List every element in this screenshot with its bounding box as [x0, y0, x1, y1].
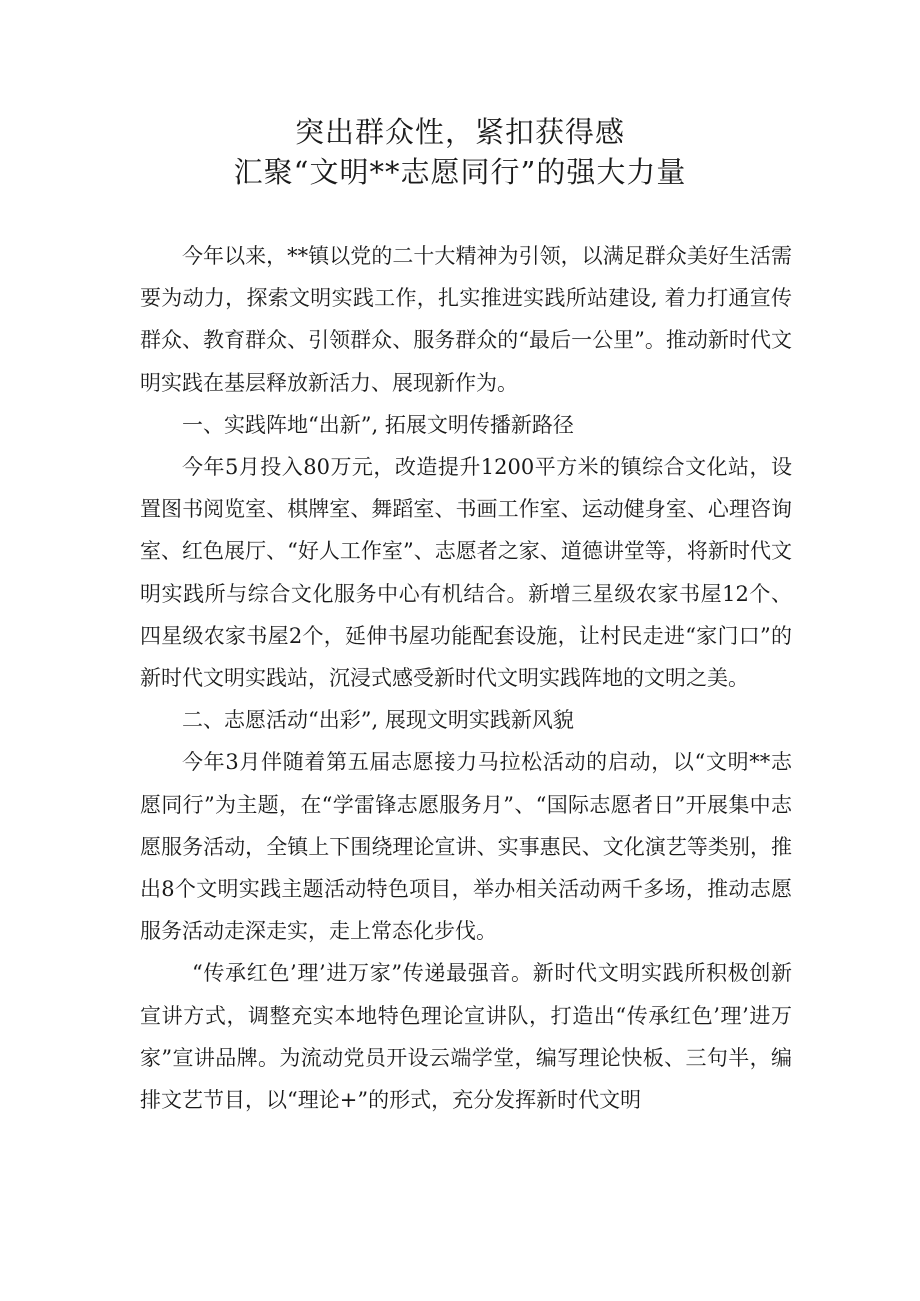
- section-2-subparagraph: “传承红色’理’进万家”传递最强音。新时代文明实践所积极创新宣讲方式，调整充实本地特色理论宣讲队，打造出“传承红色’理’进万家”宣讲品牌。为流动党员开设云端学堂，编写理论快板、三句半，编排文艺节目，以“理论+”的形式，充分发挥新时代文明: [140, 961, 792, 1113]
- intro-paragraph: 今年以来，**镇以党的二十大精神为引领，以满足群众美好生活需要为动力，探索文明实践工作，扎实推进实践所站建设, 着力打通宣传群众、教育群众、引领群众、服务群众的“最后一公里”。推动新时代文明实践在基层释放新活力、展现新作为。: [140, 244, 792, 395]
- section-1-paragraph: 今年5月投入80万元，改造提升1200平方米的镇综合文化站，设置图书阅览室、棋牌室、舞蹈室、书画工作室、运动健身室、心理咨询室、红色展厅、“好人工作室”、志愿者之家、道德讲堂等，将新时代文明实践所与综合文化服务中心有机结合。新增三星级农家书屋12个、四星级农家书屋2个，延伸书屋功能配套设施，让村民走进“家门口”的新时代文明实践站，沉浸式感受新时代文明实践阵地的文明之美。: [140, 455, 792, 691]
- document-title-line-2: 汇聚“文明**志愿同行”的强大力量: [233, 155, 687, 189]
- section-heading-2: 二、志愿活动“出彩”, 展现文明实践新风貌: [182, 708, 574, 733]
- document-title-line-1: 突出群众性，紧扣获得感: [294, 115, 625, 149]
- document-body: [140, 235, 792, 1121]
- section-2-paragraph: 今年3月伴随着第五届志愿接力马拉松活动的启动，以“文明**志愿同行”为主题，在“学雷锋志愿服务月”、“国际志愿者日”开展集中志愿服务活动，全镇上下围绕理论宣讲、实事惠民、文化演艺等类别，推出8个文明实践主题活动特色项目，举办相关活动两千多场，推动志愿服务活动走深走实，走上常态化步伐。: [140, 750, 792, 944]
- section-heading-1: 一、实践阵地“出新”, 拓展文明传播新路径: [182, 412, 574, 437]
